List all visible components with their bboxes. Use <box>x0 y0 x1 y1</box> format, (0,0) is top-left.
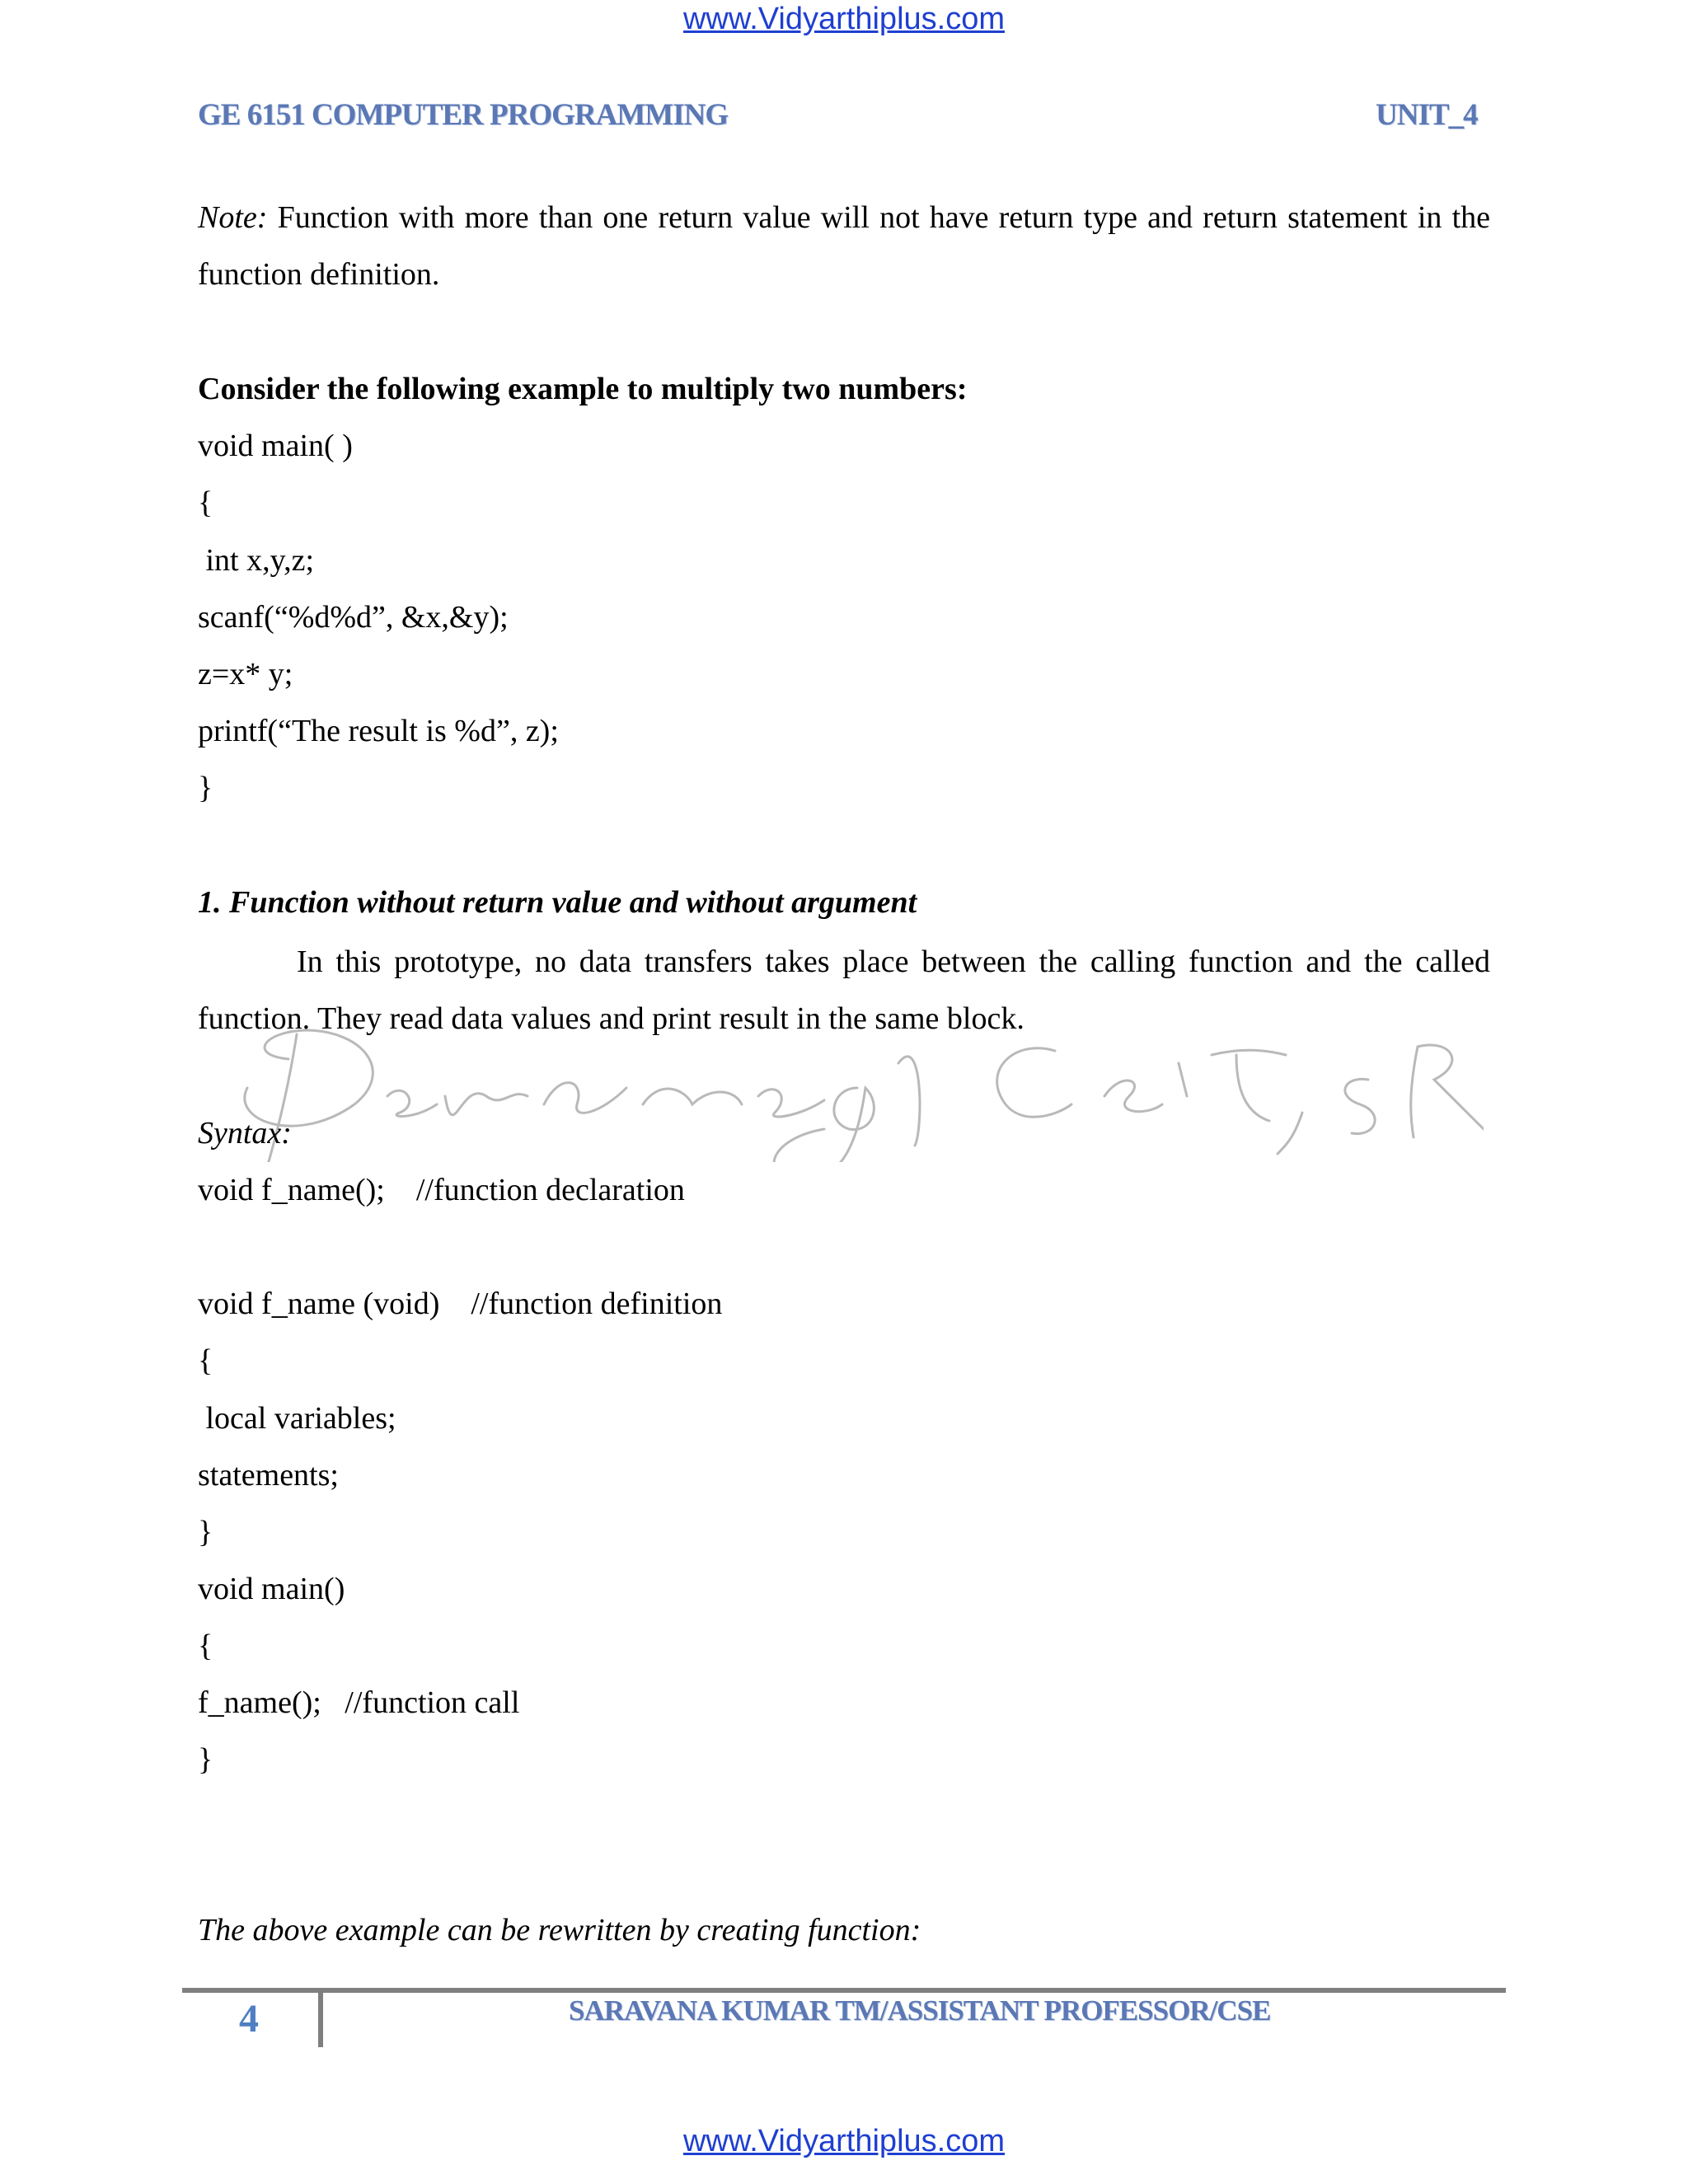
syntax-line: { <box>198 1629 213 1663</box>
course-header: GE 6151 COMPUTER PROGRAMMING <box>198 98 729 132</box>
bottom-source-link[interactable]: www.Vidyarthiplus.com <box>682 2124 1005 2158</box>
section-paragraph: In this prototype, no data transfers takes place between the calling function and the called function. They read data values and print result in the same block. <box>198 944 1490 1036</box>
note-text: Function with more than one return value will not have return type and return statement in the function definition. <box>198 200 1490 292</box>
syntax-line: void main() <box>198 1572 345 1606</box>
code-line: int x,y,z; <box>198 543 315 578</box>
syntax-label: Syntax: <box>198 1116 292 1151</box>
syntax-line: } <box>198 1515 213 1549</box>
note-label: Note: <box>198 200 268 235</box>
code-line: z=x* y; <box>198 657 293 691</box>
syntax-line: void f_name (void) //function definition <box>198 1286 723 1321</box>
code-line: void main( ) <box>198 429 353 463</box>
note-paragraph <box>198 190 1490 303</box>
syntax-line: f_name(); //function call <box>198 1685 520 1720</box>
syntax-line: { <box>198 1343 213 1378</box>
example-heading: Consider the following example to multiply two numbers: <box>198 372 968 406</box>
syntax-declaration: void f_name(); //function declaration <box>198 1173 685 1207</box>
page-number: 4 <box>239 1997 259 2041</box>
top-source-link[interactable]: www.Vidyarthiplus.com <box>682 2 1005 36</box>
closing-sentence: The above example can be rewritten by creating function: <box>198 1913 921 1947</box>
unit-header: UNIT_4 <box>1376 98 1478 132</box>
code-line: scanf(“%d%d”, &x,&y); <box>198 600 509 635</box>
footer-separator <box>318 1993 323 2047</box>
syntax-line: } <box>198 1742 213 1777</box>
section-title: 1. Function without return value and without argument <box>198 885 917 920</box>
footer-author: SARAVANA KUMAR TM/ASSISTANT PROFESSOR/CSE <box>569 1994 1271 2027</box>
syntax-line: statements; <box>198 1458 339 1493</box>
footer-divider <box>182 1988 1506 1993</box>
code-line: { <box>198 485 213 520</box>
syntax-line: local variables; <box>198 1401 396 1436</box>
code-line: printf(“The result is %d”, z); <box>198 714 559 748</box>
code-line: } <box>198 771 213 805</box>
